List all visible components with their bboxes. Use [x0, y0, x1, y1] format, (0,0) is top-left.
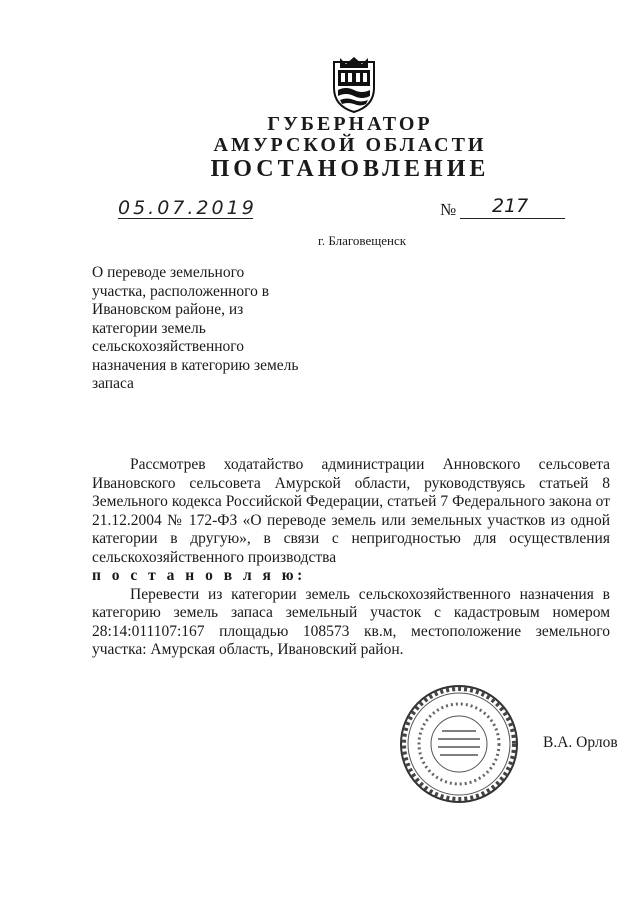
date-underline [118, 218, 253, 219]
subject-line: категории земель [92, 319, 206, 337]
subject-line: сельскохозяйственного [92, 338, 245, 355]
issuer-title: ГУБЕРНАТОР [267, 113, 433, 135]
signatory-name: В.А. Орлов [543, 734, 618, 751]
order-paragraph: Перевести из категории земель сельскохозяйственного назначения в категорию земель запаса земельный участок с кадастровым номером 28:14:011107:167 площадью 108573 кв.м, местоположение земельного участка: Амурская область, Ивановский район. [92, 585, 610, 658]
coat-of-arms-icon [330, 56, 378, 114]
subject-line: запаса [92, 375, 134, 392]
subject-line: О переводе земельного [92, 264, 245, 281]
document-subject [92, 264, 312, 394]
issue-city: г. Благовещенск [318, 233, 407, 248]
document-date: 05.07.2019 [118, 197, 257, 219]
document-number: 217 [492, 195, 529, 217]
issuer-region: АМУРСКОЙ ОБЛАСТИ [213, 134, 487, 156]
decree-word: п о с т а н о в л я ю: [92, 567, 306, 584]
number-underline [460, 218, 565, 219]
subject-line: Ивановском районе, из [92, 301, 244, 318]
subject-line: назначения в категорию земель [92, 356, 299, 374]
document-body [92, 456, 610, 660]
document-type: ПОСТАНОВЛЕНИЕ [210, 156, 490, 182]
number-label: № [440, 200, 457, 219]
preamble-paragraph: Рассмотрев ходатайство администрации Анновского сельсовета Ивановского сельсовета Амурской области, руководствуясь статьей 8 Земельного кодекса Российской Федерации, статьей 7 Федерального закона от 21.12.2004 № 172-ФЗ «О переводе земель или земельных участков из одной категории в другую», в связи с непригодностью для осуществления сельскохозяйственного производства [92, 456, 610, 566]
official-seal-icon [398, 683, 520, 805]
subject-line: участка, расположенного в [92, 282, 270, 300]
